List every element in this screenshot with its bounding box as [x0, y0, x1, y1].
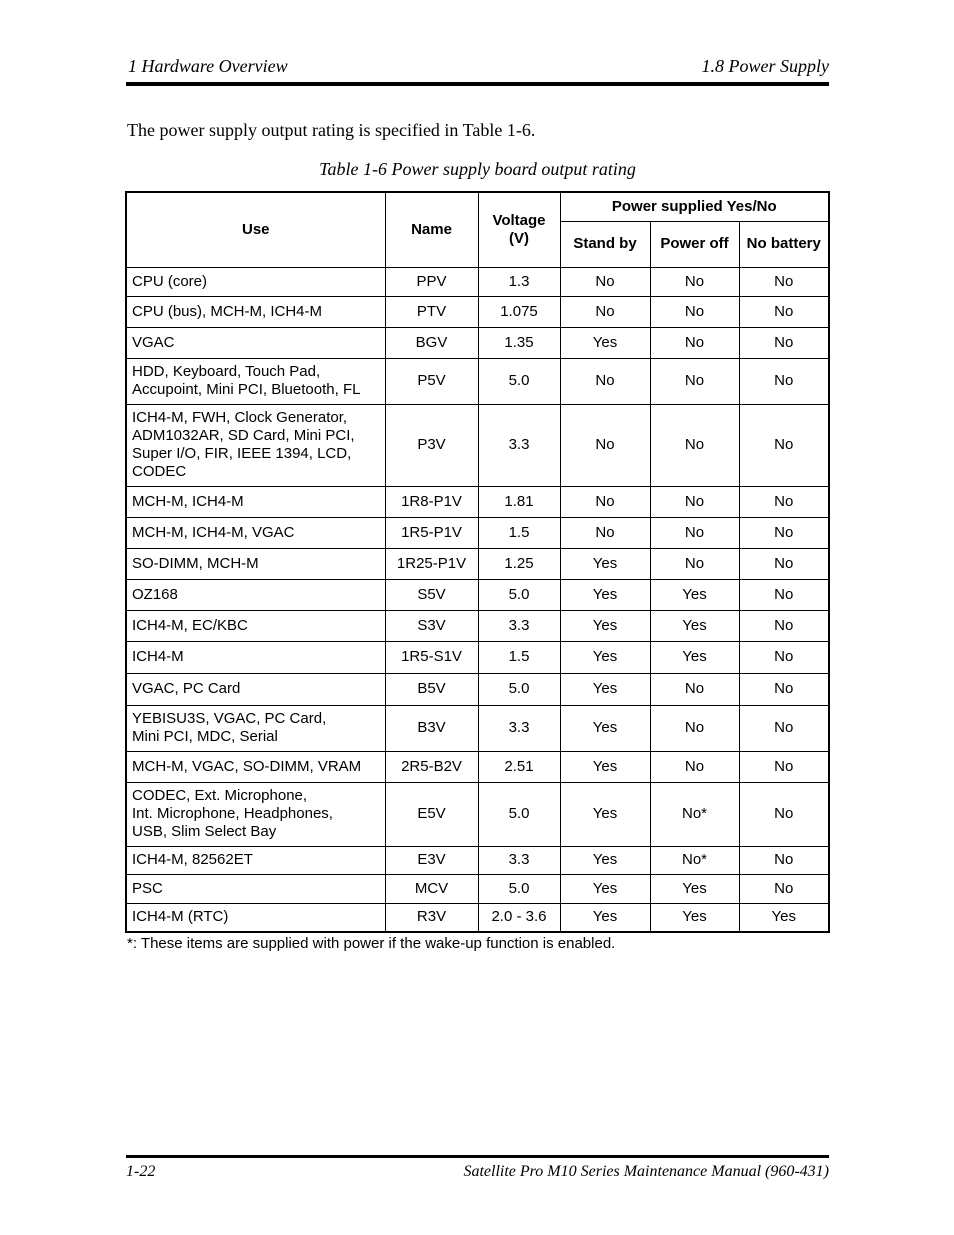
- use-line: OZ168: [132, 585, 178, 603]
- cell-name: P3V: [385, 404, 478, 486]
- cell-voltage: 1.075: [478, 296, 560, 327]
- cell-use: [126, 296, 385, 327]
- cell-standby: Yes: [560, 846, 650, 874]
- cell-standby: Yes: [560, 579, 650, 610]
- use-line: Mini PCI, MDC, Serial: [132, 728, 278, 745]
- chapter-title: 1 Hardware Overview: [128, 56, 288, 76]
- table-row: [126, 874, 829, 903]
- cell-no-battery: No: [739, 846, 829, 874]
- cell-use: [126, 641, 385, 673]
- cell-no-battery: No: [739, 705, 829, 751]
- cell-power-off: Yes: [650, 874, 739, 903]
- table-row: [126, 267, 829, 296]
- table-row: [126, 296, 829, 327]
- cell-no-battery: No: [739, 782, 829, 846]
- cell-power-off: No: [650, 296, 739, 327]
- use-line: CODEC, Ext. Microphone,: [132, 787, 308, 804]
- use-line: Super I/O, FIR, IEEE 1394, LCD,: [132, 445, 352, 462]
- power-supply-table: [125, 191, 830, 933]
- page-number: 1-22: [126, 1163, 156, 1180]
- cell-no-battery: No: [739, 610, 829, 641]
- cell-standby: Yes: [560, 751, 650, 782]
- cell-name: P5V: [385, 358, 478, 404]
- cell-use: [126, 610, 385, 641]
- cell-voltage: 5.0: [478, 579, 560, 610]
- cell-power-off: No: [650, 751, 739, 782]
- cell-name: 2R5-B2V: [385, 751, 478, 782]
- cell-name: PPV: [385, 267, 478, 296]
- use-line: VGAC, PC Card: [132, 680, 241, 697]
- cell-standby: Yes: [560, 673, 650, 705]
- cell-name: E5V: [385, 782, 478, 846]
- cell-use: [126, 751, 385, 782]
- use-line: MCH-M, ICH4-M, VGAC: [132, 523, 295, 541]
- cell-use: [126, 327, 385, 358]
- table-row: [126, 327, 829, 358]
- cell-standby: Yes: [560, 327, 650, 358]
- cell-standby: Yes: [560, 782, 650, 846]
- table-row: [126, 673, 829, 705]
- cell-no-battery: No: [739, 358, 829, 404]
- use-line: MCH-M, ICH4-M: [132, 492, 244, 510]
- table-row: [126, 641, 829, 673]
- cell-use: [126, 782, 385, 846]
- cell-standby: Yes: [560, 874, 650, 903]
- use-line: PSC: [132, 879, 163, 897]
- col-header-voltage: [478, 192, 560, 267]
- cell-name: 1R8-P1V: [385, 486, 478, 517]
- cell-standby: No: [560, 267, 650, 296]
- cell-power-off: No: [650, 517, 739, 548]
- cell-voltage: 3.3: [478, 404, 560, 486]
- use-line: CPU (bus), MCH-M, ICH4-M: [132, 302, 322, 320]
- cell-voltage: 1.81: [478, 486, 560, 517]
- col-header-standby: Stand by: [560, 221, 650, 267]
- cell-voltage: 1.25: [478, 548, 560, 579]
- use-line: ICH4-M, EC/KBC: [132, 616, 248, 634]
- cell-no-battery: No: [739, 517, 829, 548]
- cell-standby: No: [560, 486, 650, 517]
- cell-voltage: 1.5: [478, 517, 560, 548]
- col-header-power-off: Power off: [650, 221, 739, 267]
- cell-standby: Yes: [560, 903, 650, 932]
- cell-name: B5V: [385, 673, 478, 705]
- voltage-header-label: Voltage (V): [492, 211, 546, 247]
- cell-power-off: No*: [650, 846, 739, 874]
- table-row: [126, 404, 829, 486]
- cell-no-battery: No: [739, 404, 829, 486]
- manual-title: Satellite Pro M10 Series Maintenance Manual (960-431): [463, 1163, 829, 1180]
- cell-voltage: 3.3: [478, 705, 560, 751]
- col-header-power-supplied: Power supplied Yes/No: [560, 192, 829, 221]
- cell-name: 1R25-P1V: [385, 548, 478, 579]
- cell-power-off: Yes: [650, 903, 739, 932]
- table-row: [126, 705, 829, 751]
- table-row: [126, 846, 829, 874]
- cell-power-off: No: [650, 358, 739, 404]
- cell-power-off: Yes: [650, 610, 739, 641]
- cell-no-battery: Yes: [739, 903, 829, 932]
- cell-name: 1R5-P1V: [385, 517, 478, 548]
- intro-paragraph: The power supply output rating is specified in Table 1-6.: [127, 120, 536, 140]
- cell-no-battery: No: [739, 327, 829, 358]
- use-line: HDD, Keyboard, Touch Pad,: [132, 363, 321, 380]
- cell-no-battery: No: [739, 673, 829, 705]
- cell-use: [126, 579, 385, 610]
- cell-voltage: 3.3: [478, 846, 560, 874]
- table-header-row: [126, 192, 829, 221]
- cell-name: S3V: [385, 610, 478, 641]
- col-header-no-battery: No battery: [739, 221, 829, 267]
- cell-use: [126, 486, 385, 517]
- cell-standby: No: [560, 296, 650, 327]
- cell-power-off: No: [650, 548, 739, 579]
- cell-power-off: No*: [650, 782, 739, 846]
- col-header-use: Use: [126, 192, 385, 267]
- cell-voltage: 1.3: [478, 267, 560, 296]
- cell-voltage: 2.51: [478, 751, 560, 782]
- cell-use: [126, 267, 385, 296]
- cell-no-battery: No: [739, 267, 829, 296]
- cell-standby: Yes: [560, 610, 650, 641]
- use-line: YEBISU3S, VGAC, PC Card,: [132, 710, 327, 727]
- cell-power-off: No: [650, 486, 739, 517]
- cell-use: [126, 404, 385, 486]
- cell-name: B3V: [385, 705, 478, 751]
- table-row: [126, 517, 829, 548]
- page-footer: [126, 1155, 829, 1186]
- cell-power-off: Yes: [650, 579, 739, 610]
- cell-no-battery: No: [739, 486, 829, 517]
- section-title: 1.8 Power Supply: [701, 56, 829, 76]
- cell-standby: Yes: [560, 548, 650, 579]
- cell-standby: Yes: [560, 705, 650, 751]
- cell-power-off: No: [650, 267, 739, 296]
- table-row: [126, 782, 829, 846]
- cell-name: MCV: [385, 874, 478, 903]
- use-line: Int. Microphone, Headphones,: [132, 805, 333, 822]
- cell-voltage: 1.5: [478, 641, 560, 673]
- page-header: [126, 56, 829, 86]
- use-line: ICH4-M, FWH, Clock Generator,: [132, 409, 348, 426]
- use-line: MCH-M, VGAC, SO-DIMM, VRAM: [132, 757, 362, 775]
- use-line: USB, Slim Select Bay: [132, 823, 277, 840]
- table-footnote: *: These items are supplied with power if the wake-up function is enabled.: [127, 935, 616, 952]
- cell-power-off: No: [650, 327, 739, 358]
- table-body: [126, 267, 829, 932]
- cell-name: BGV: [385, 327, 478, 358]
- table-row: [126, 751, 829, 782]
- cell-use: [126, 874, 385, 903]
- use-line: CPU (core): [132, 272, 208, 290]
- cell-voltage: 2.0 - 3.6: [478, 903, 560, 932]
- cell-name: E3V: [385, 846, 478, 874]
- cell-no-battery: No: [739, 641, 829, 673]
- use-line: CODEC: [132, 463, 187, 480]
- use-line: VGAC: [132, 333, 175, 351]
- use-line: ADM1032AR, SD Card, Mini PCI,: [132, 427, 355, 444]
- cell-use: [126, 358, 385, 404]
- cell-standby: No: [560, 404, 650, 486]
- table-row: [126, 548, 829, 579]
- cell-voltage: 5.0: [478, 673, 560, 705]
- table-caption: Table 1-6 Power supply board output rating: [319, 159, 636, 179]
- cell-name: R3V: [385, 903, 478, 932]
- cell-name: 1R5-S1V: [385, 641, 478, 673]
- table-row: [126, 903, 829, 932]
- cell-power-off: No: [650, 404, 739, 486]
- table-container: [125, 191, 830, 933]
- cell-name: PTV: [385, 296, 478, 327]
- use-line: SO-DIMM, MCH-M: [132, 554, 259, 572]
- cell-no-battery: No: [739, 874, 829, 903]
- use-line: ICH4-M (RTC): [132, 908, 229, 926]
- cell-name: S5V: [385, 579, 478, 610]
- table-row: [126, 610, 829, 641]
- cell-use: [126, 705, 385, 751]
- use-line: Accupoint, Mini PCI, Bluetooth, FL: [132, 381, 361, 398]
- table-row: [126, 579, 829, 610]
- cell-use: [126, 903, 385, 932]
- col-header-name: Name: [385, 192, 478, 267]
- cell-use: [126, 548, 385, 579]
- cell-no-battery: No: [739, 579, 829, 610]
- cell-voltage: 5.0: [478, 874, 560, 903]
- use-line: ICH4-M, 82562ET: [132, 851, 253, 868]
- cell-voltage: 5.0: [478, 782, 560, 846]
- use-line: ICH4-M: [132, 648, 184, 665]
- table-row: [126, 358, 829, 404]
- table-row: [126, 486, 829, 517]
- cell-power-off: Yes: [650, 641, 739, 673]
- cell-power-off: No: [650, 705, 739, 751]
- cell-power-off: No: [650, 673, 739, 705]
- cell-no-battery: No: [739, 296, 829, 327]
- cell-standby: Yes: [560, 641, 650, 673]
- cell-voltage: 5.0: [478, 358, 560, 404]
- cell-standby: No: [560, 358, 650, 404]
- cell-no-battery: No: [739, 548, 829, 579]
- cell-voltage: 1.35: [478, 327, 560, 358]
- cell-no-battery: No: [739, 751, 829, 782]
- cell-use: [126, 517, 385, 548]
- cell-voltage: 3.3: [478, 610, 560, 641]
- cell-use: [126, 673, 385, 705]
- cell-standby: No: [560, 517, 650, 548]
- cell-use: [126, 846, 385, 874]
